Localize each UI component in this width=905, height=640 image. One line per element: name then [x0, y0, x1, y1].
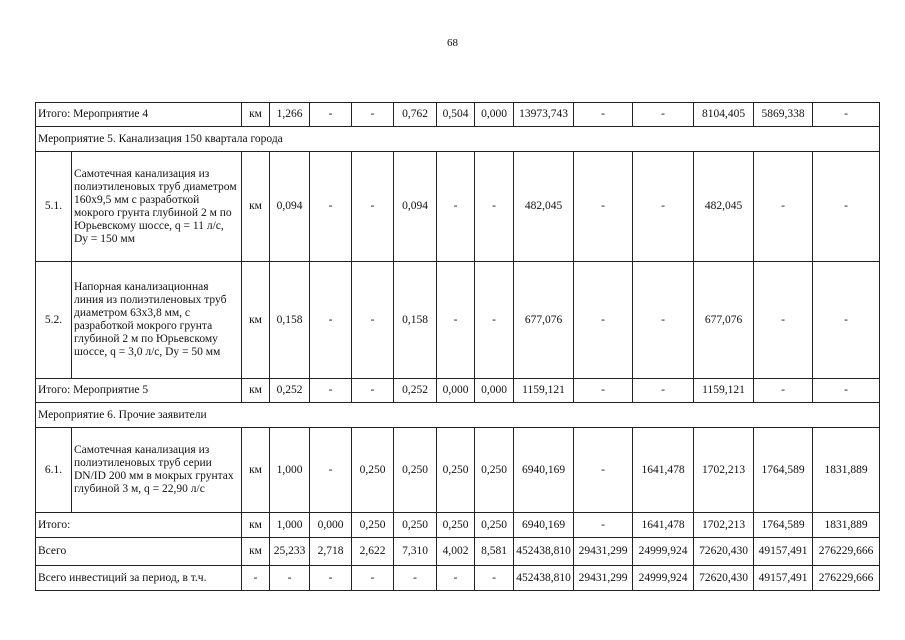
value-cell: 24999,924 [633, 566, 694, 591]
value-cell: - [633, 262, 694, 379]
value-cell: 13973,743 [514, 103, 574, 127]
value-cell: - [394, 566, 437, 591]
value-cell: 0,762 [394, 103, 437, 127]
unit-cell: км [242, 538, 270, 566]
value-cell: 0,250 [437, 513, 475, 538]
value-cell: - [310, 566, 352, 591]
value-cell: - [813, 379, 880, 403]
value-cell: - [352, 152, 394, 262]
value-cell: 1831,889 [813, 513, 880, 538]
item-row [36, 428, 880, 513]
value-cell: 0,250 [475, 428, 514, 513]
value-cell: - [352, 566, 394, 591]
item-row [36, 152, 880, 262]
value-cell: - [633, 379, 694, 403]
total-row [36, 513, 880, 538]
value-cell: 1159,121 [514, 379, 574, 403]
value-cell: 29431,299 [574, 566, 633, 591]
value-cell: - [310, 152, 352, 262]
item-number: 5.1. [36, 152, 72, 262]
value-cell: 0,504 [437, 103, 475, 127]
value-cell: 0,094 [394, 152, 437, 262]
value-cell: 0,250 [437, 428, 475, 513]
value-cell: - [813, 152, 880, 262]
item-number: 5.2. [36, 262, 72, 379]
value-cell: - [475, 566, 514, 591]
value-cell: - [813, 103, 880, 127]
value-cell: 0,000 [475, 379, 514, 403]
value-cell: 29431,299 [574, 538, 633, 566]
value-cell: - [574, 103, 633, 127]
value-cell: 5869,338 [754, 103, 813, 127]
value-cell: 8104,405 [694, 103, 754, 127]
value-cell: 0,250 [394, 428, 437, 513]
value-cell: 0,158 [270, 262, 310, 379]
value-cell: - [574, 428, 633, 513]
value-cell: - [437, 262, 475, 379]
value-cell: 1641,478 [633, 428, 694, 513]
value-cell: 2,622 [352, 538, 394, 566]
value-cell: 1702,213 [694, 513, 754, 538]
value-cell: 452438,810 [514, 538, 574, 566]
value-cell: 0,158 [394, 262, 437, 379]
value-cell: 0,000 [475, 103, 514, 127]
value-cell: 0,250 [475, 513, 514, 538]
value-cell: 8,581 [475, 538, 514, 566]
unit-cell: км [242, 428, 270, 513]
value-cell: 4,002 [437, 538, 475, 566]
unit-cell: км [242, 379, 270, 403]
total-row [36, 379, 880, 403]
value-cell: - [574, 379, 633, 403]
total-label: Итого: Мероприятие 5 [36, 379, 242, 403]
value-cell: 0,252 [270, 379, 310, 403]
value-cell: 1764,589 [754, 513, 813, 538]
value-cell: 276229,666 [813, 566, 880, 591]
total-row [36, 103, 880, 127]
value-cell: 49157,491 [754, 538, 813, 566]
value-cell: - [437, 152, 475, 262]
item-description: Самотечная канализация из полиэтиленовых труб серии DN/ID 200 мм в мокрых грунтах глубиной 3 м, q = 22,90 л/с [72, 428, 242, 513]
value-cell: 0,000 [310, 513, 352, 538]
value-cell: 0,250 [394, 513, 437, 538]
value-cell: 1641,478 [633, 513, 694, 538]
table-body [36, 103, 880, 591]
total-label: Итого: [36, 513, 242, 538]
value-cell: - [310, 103, 352, 127]
value-cell: - [574, 262, 633, 379]
value-cell: - [475, 152, 514, 262]
value-cell: 72620,430 [694, 538, 754, 566]
value-cell: - [310, 262, 352, 379]
item-row [36, 262, 880, 379]
item-description: Напорная канализационная линия из полиэтиленовых труб диаметром 63х3,8 мм, с разработкой мокрого грунта глубиной 2 м по Юрьевскому шоссе, q = 3,0 л/с, Dy = 50 мм [72, 262, 242, 379]
total-label: Всего инвестиций за период, в т.ч. [36, 566, 242, 591]
value-cell: 677,076 [514, 262, 574, 379]
value-cell: 0,250 [352, 428, 394, 513]
value-cell: 1702,213 [694, 428, 754, 513]
total-label: Итого: Мероприятие 4 [36, 103, 242, 127]
value-cell: 2,718 [310, 538, 352, 566]
value-cell: 276229,666 [813, 538, 880, 566]
section-heading: Мероприятие 5. Канализация 150 квартала города [36, 127, 880, 152]
value-cell: 1764,589 [754, 428, 813, 513]
value-cell: - [352, 103, 394, 127]
value-cell: 0,000 [437, 379, 475, 403]
value-cell: 482,045 [514, 152, 574, 262]
unit-cell: км [242, 103, 270, 127]
value-cell: 677,076 [694, 262, 754, 379]
value-cell: - [310, 428, 352, 513]
value-cell: - [270, 566, 310, 591]
value-cell: 0,250 [352, 513, 394, 538]
value-cell: 6940,169 [514, 513, 574, 538]
value-cell: - [754, 379, 813, 403]
value-cell: - [352, 262, 394, 379]
value-cell: - [813, 262, 880, 379]
unit-cell: км [242, 152, 270, 262]
unit-cell: - [242, 566, 270, 591]
total-row [36, 538, 880, 566]
value-cell: - [352, 379, 394, 403]
value-cell: 1,000 [270, 428, 310, 513]
value-cell: 7,310 [394, 538, 437, 566]
value-cell: 6940,169 [514, 428, 574, 513]
unit-cell: км [242, 513, 270, 538]
value-cell: 1,000 [270, 513, 310, 538]
value-cell: 0,094 [270, 152, 310, 262]
item-number: 6.1. [36, 428, 72, 513]
value-cell: 0,252 [394, 379, 437, 403]
value-cell: 1159,121 [694, 379, 754, 403]
value-cell: - [633, 103, 694, 127]
value-cell: - [754, 152, 813, 262]
section-row [36, 403, 880, 428]
value-cell: - [633, 152, 694, 262]
value-cell: - [754, 262, 813, 379]
item-description: Самотечная канализация из полиэтиленовых труб диаметром 160х9,5 мм с разработкой мокрого грунта глубиной 2 м по Юрьевскому шоссе, q = 11 л/с, Dy = 150 мм [72, 152, 242, 262]
value-cell: 72620,430 [694, 566, 754, 591]
value-cell: 25,233 [270, 538, 310, 566]
section-heading: Мероприятие 6. Прочие заявители [36, 403, 880, 428]
value-cell: - [574, 152, 633, 262]
total-label: Всего [36, 538, 242, 566]
value-cell: - [574, 513, 633, 538]
value-cell: 452438,810 [514, 566, 574, 591]
investment-table [35, 102, 880, 591]
page-number: 68 [447, 37, 458, 49]
unit-cell: км [242, 262, 270, 379]
value-cell: 1831,889 [813, 428, 880, 513]
value-cell: - [475, 262, 514, 379]
total-row [36, 566, 880, 591]
value-cell: 1,266 [270, 103, 310, 127]
value-cell: - [310, 379, 352, 403]
value-cell: 49157,491 [754, 566, 813, 591]
value-cell: 482,045 [694, 152, 754, 262]
value-cell: 24999,924 [633, 538, 694, 566]
section-row [36, 127, 880, 152]
value-cell: - [437, 566, 475, 591]
